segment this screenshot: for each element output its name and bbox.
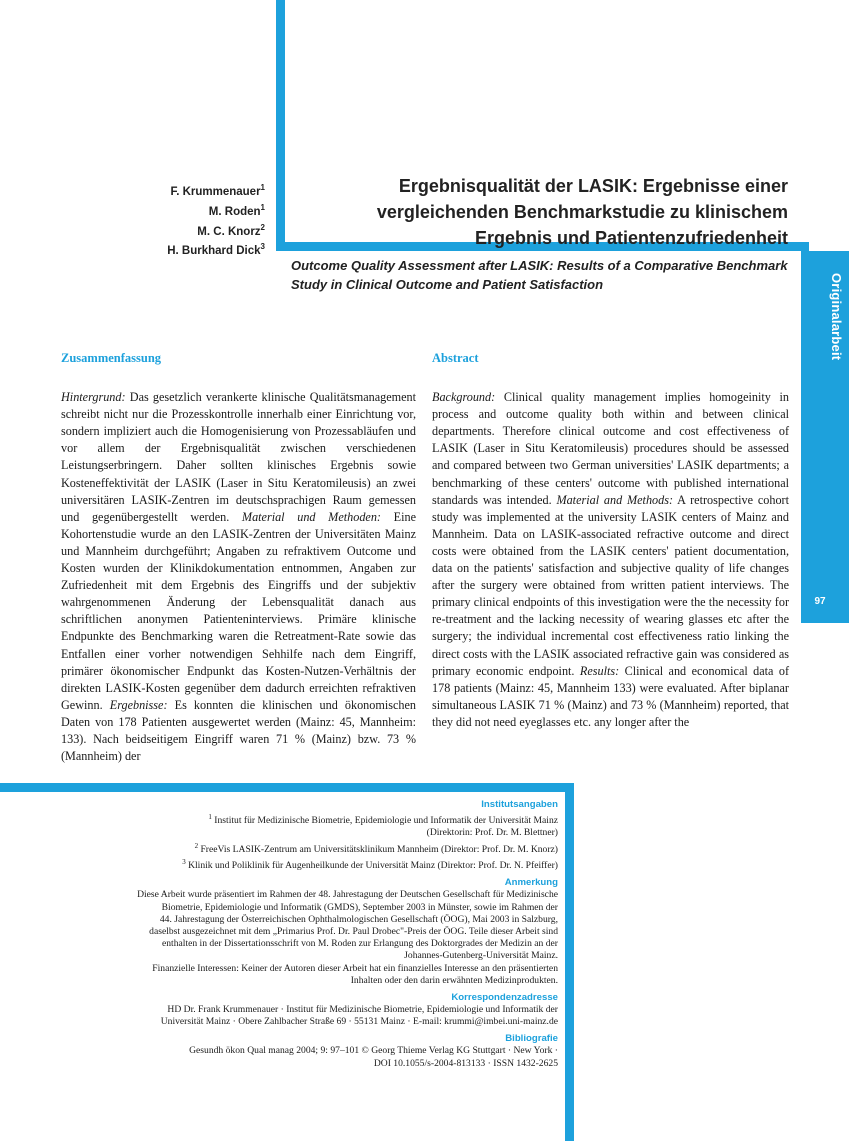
- author: F. Krummenauer$^1$: [170, 183, 265, 198]
- correspondence-section: Korrespondenzadresse HD Dr. Frank Krummenauer · Institut für Medizinische Biometrie, Epidemiologie und Informatik der Universität Mainz · Obere Zahlbacher Straße 69 · 55131 Mainz · E-mail: krummi@imbei.uni-mainz.de: [10, 991, 558, 1028]
- note-heading: Anmerkung: [504, 877, 558, 889]
- abstract-column: [432, 350, 789, 731]
- note-section: Anmerkung Diese Arbeit wurde präsentiert im Rahmen der 48. Jahrestagung der Deutschen Gesellschaft für Medizinische Biometrie, Epidemiologie und Informatik (GMDS), September 2003 in Münster, sowie im Rahmen der 44. Jahrestagung der Österreichischen Ophthalmologischen Gesellschaft (ÖOG), Mai 2003 in Salzburg, daselbst ausgezeichnet mit dem „Primarius Prof. Dr. Paul Drobec"-Preis der ÖOG. Teile dieser Arbeit sind enthalten in der Dissertationsschrift von M. Roden zur Erlangung des Doktorgrades der Medizin an der Johannes-Gutenberg-Universität Mainz. Finanzielle Interessen: Keiner der Autoren dieser Arbeit hat ein finanzielles Interesse an den präsentierten Inhalten oder den darin erwähnten Medizinprodukten.: [10, 876, 558, 987]
- institutes-section: Institutsangaben $^1$ Institut für Medizinische Biometrie, Epidemiologie und Informatik der Universität Mainz (Direktorin: Prof. Dr. M. Blettner) $^2$ FreeVis LASIK-Zentrum am Universitätsklinikum Mannheim (Direktor: Prof. Dr. M. Knorz) $^3$ Klinik und Poliklinik für Augenheilkunde der Universität Mainz (Direktor: Prof. Dr. N. Pfeiffer): [10, 798, 558, 872]
- article-info-box: [0, 783, 574, 1141]
- article-type-label: Originalarbeit: [829, 273, 844, 361]
- article-title: Ergebnisqualität der LASIK: Ergebnisse einer vergleichenden Benchmarkstudie zu klinischem Ergebnis und Patientenzufriedenheit: [376, 176, 788, 248]
- bibliography-section: Bibliografie Gesundh ökon Qual manag 2004; 9: 97–101 © Georg Thieme Verlag KG Stuttgart · New York · DOI 10.1055/s-2004-813133 · ISSN 1432-2625: [10, 1032, 558, 1069]
- author: M. C. Knorz$^2$: [197, 222, 265, 238]
- header-accent-bar-vertical: [276, 0, 285, 250]
- abstract-text: Background: Clinical quality management implies homogeinity in process and outcome quality both within and between clinical departments. Therefore clinical outcome and cost effectiveness of LASIK (Laser in Situ Keratomileusis) procedures should be assessed and compared between two German universities' LASIK departments; a benchmarking of these centers' outcome with published international standards was intended. Material and Methods: A retrospective cohort study was implemented at the university LASIK centers of Mainz and Mannheim. Data on LASIK-associated refractive outcome and direct costs were obtained from the LASIK centers' patient documentation, data on the patients' satisfaction and subjective quality of life changes after the surgery were obtained from written patient interviews. The primary clinical endpoints of this investigation were the the necessity for re-treatment and the lacking necessity of wearing glasses etc after the surgery; the individual incremental cost effectiveness ratio linking the direct costs with the LASIK associated refractive gain was considered as primary economic endpoint. Results: Clinical and economical data of 178 patients (Mainz: 45, Mannheim 133) were evaluated. After biplanar simultaneous LASIK 71 % (Mainz) and 73 % (Mannheim) reported, that they did not need eyeglasses etc. any longer after the: [432, 390, 790, 729]
- side-tab: [801, 251, 849, 623]
- zusammenfassung-text: Hintergrund: Das gesetzlich verankerte klinische Qualitätsmanagement schreibt nicht nur die Prozesskontrolle innerhalb einer Einrichtung vor, sondern impliziert auch die Homogenisierung von Prozessabläufen und vor allem der Ergebnisqualität zwischen verschiedenen Leistungserbringern. Daher sollten klinisches Ergebnis sowie Kosteneffektivität der LASIK (Laser in Situ Keratomileusis) an zwei universitären LASIK-Zentren im deutschsprachigen Raum gemessen und gegenübergestellt werden. Material und Methoden: Eine Kohortenstudie wurde an den LASIK-Zentren der Universitäten Mainz und Mannheim durchgeführt; Angaben zu refraktivem Outcome und Kosten wurden der Klinikdokumentation entnommen, Angaben zur Zufriedenheit mit dem Ergebnis des Eingriffs und der subjektiv wahrgenommenen Änderung der Lebensqualität danach aus schriftlichen anonymen Patienteninterviews. Primäre klinische Endpunkte des Benchmarking waren die Retreatment-Rate sowie das Entfallen einer vorher notwendigen Sehhilfe nach dem Eingriff, primärer ökonomischer Endpunkt das Kosten-Nutzen-Verhältnis der direkten LASIK-Kosten gegenüber dem dadurch erreichten refraktiven Gewinn. Ergebnisse: Es konnten die klinischen und ökonomischen Daten von 178 Patienten ausgewertet werden (Mainz: 45, Mannheim: 133). Nach beidseitigem Eingriff waren 71 % (Mainz) bzw. 73 % (Mannheim) der: [61, 390, 416, 764]
- bibliography-heading: Bibliografie: [505, 1033, 558, 1045]
- zusammenfassung-column: [61, 350, 416, 765]
- page-number: 97: [814, 596, 826, 607]
- institutes-heading: Institutsangaben: [481, 799, 558, 810]
- author: H. Burkhard Dick$^3$: [167, 242, 265, 258]
- abstract-heading: Abstract: [432, 351, 479, 365]
- author-list: [100, 180, 265, 259]
- english-title: Outcome Quality Assessment after LASIK: Results of a Comparative Benchmark Study in Clinical Outcome and Patient Satisfaction: [291, 258, 788, 292]
- correspondence-heading: Korrespondenzadresse: [451, 992, 558, 1003]
- zusammenfassung-heading: Zusammenfassung: [61, 351, 162, 365]
- article-info: [10, 798, 558, 1074]
- author: M. Roden$^1$: [208, 202, 265, 218]
